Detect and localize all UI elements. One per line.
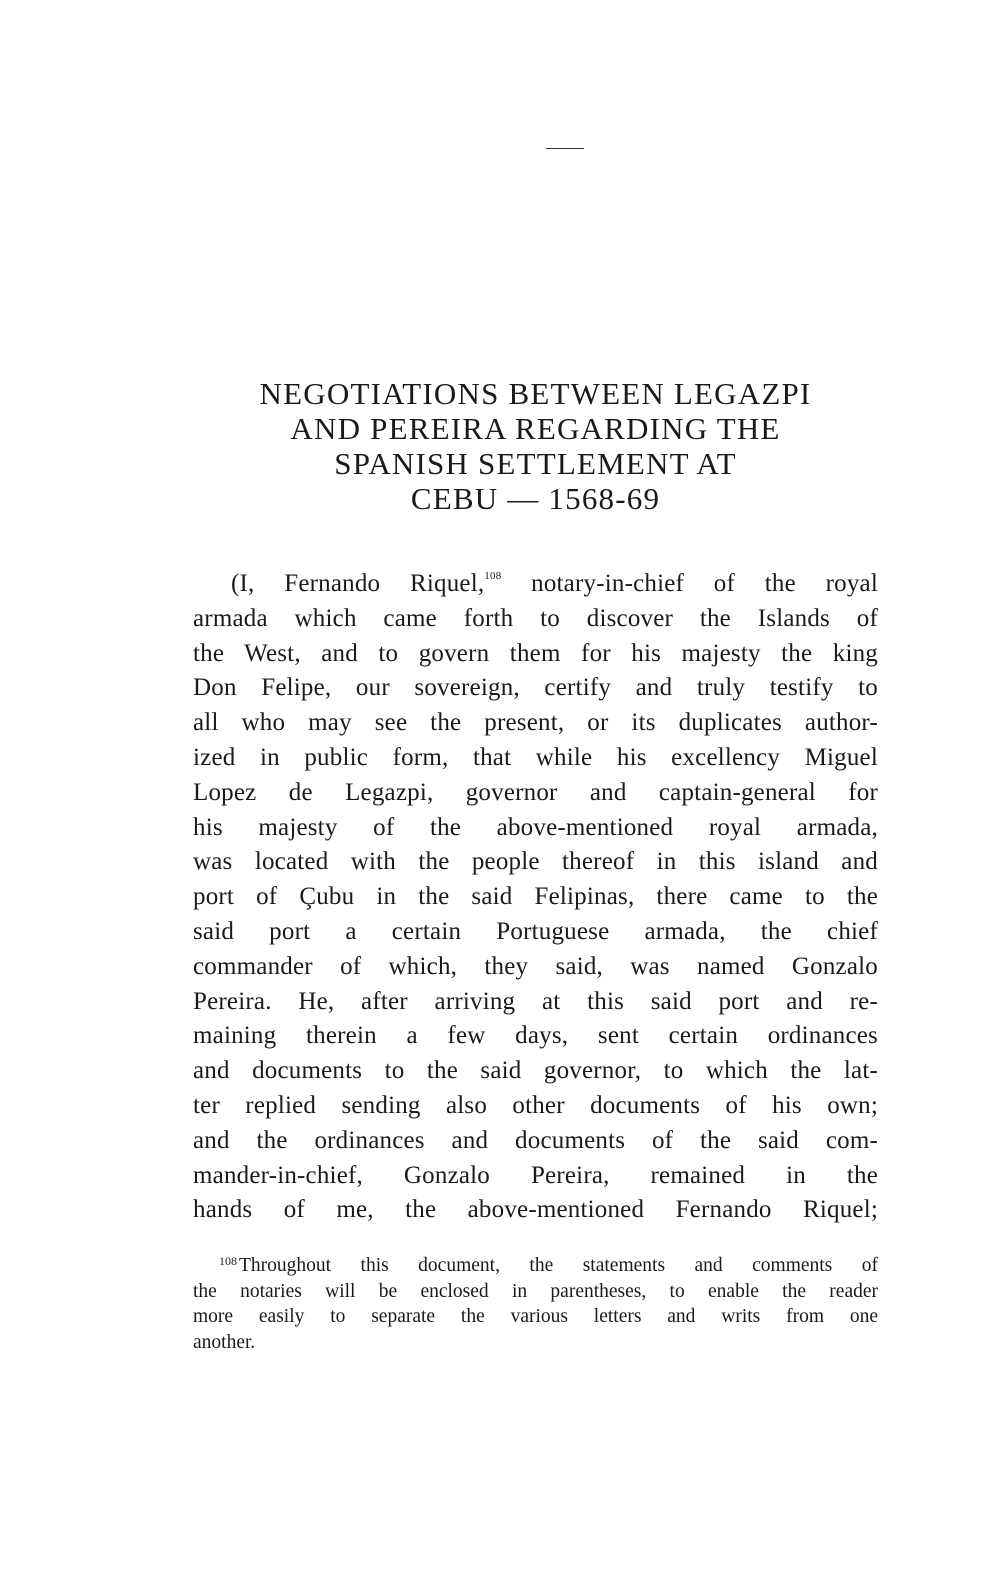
footnote-marker: 108	[219, 1254, 237, 1268]
body-line-16: ter replied sending also other documents of his own;	[193, 1091, 878, 1119]
body-line-14: maining therein a few days, sent certain ordinances	[193, 1022, 878, 1050]
footnote-line-1	[193, 1253, 878, 1279]
body-line-6: ized in public form, that while his excellency Miguel	[193, 743, 878, 771]
body-paragraph	[193, 567, 878, 1228]
body-line-2: armada which came forth to discover the Islands of	[193, 604, 878, 632]
footnote-line-2: the notaries will be enclosed in parentheses, to enable the reader	[193, 1280, 878, 1302]
body-line-15: and documents to the said governor, to which the lat-	[193, 1057, 878, 1085]
chapter-title	[193, 376, 878, 516]
body-line-10: port of Çubu in the said Felipinas, there came to the	[193, 883, 878, 911]
body-line-17: and the ordinances and documents of the said com-	[193, 1126, 878, 1154]
title-line-2: AND PEREIRA REGARDING THE	[290, 411, 781, 446]
footnote-line-4: another.	[193, 1331, 256, 1353]
title-line-3: SPANISH SETTLEMENT AT	[334, 446, 737, 481]
body-line-3: the West, and to govern them for his majesty the king	[193, 639, 878, 667]
body-line-12: commander of which, they said, was named Gonzalo	[193, 952, 878, 980]
body-line-1-end: notary-in-chief of the royal	[501, 570, 878, 597]
body-line-18: mander-in-chief, Gonzalo Pereira, remained in the	[193, 1161, 878, 1189]
body-line-1-start: (I, Fernando Riquel,	[231, 570, 485, 597]
body-line-7: Lopez de Legazpi, governor and captain-general for	[193, 778, 878, 806]
title-line-4: CEBU — 1568-69	[410, 481, 661, 516]
top-rule	[546, 148, 584, 149]
body-line-4: Don Felipe, our sovereign, certify and truly testify to	[193, 674, 878, 702]
title-line-1: NEGOTIATIONS BETWEEN LEGAZPI	[259, 376, 812, 411]
footnote-line-3: more easily to separate the various letters and writs from one	[193, 1306, 878, 1327]
footnote	[193, 1253, 878, 1355]
body-line-1	[193, 567, 878, 602]
body-line-5: all who may see the present, or its duplicates author-	[193, 709, 878, 737]
body-line-13: Pereira. He, after arriving at this said port and re-	[193, 987, 878, 1015]
body-line-11: said port a certain Portuguese armada, the chief	[193, 917, 878, 945]
footnote-reference[interactable]: 108	[484, 570, 502, 582]
footnote-line-1-text: Throughout this document, the statements and comments of	[239, 1255, 878, 1276]
body-line-8: his majesty of the above-mentioned royal armada,	[193, 813, 878, 841]
body-line-9: was located with the people thereof in this island and	[193, 848, 878, 876]
body-line-19: hands of me, the above-mentioned Fernando Riquel;	[193, 1196, 878, 1224]
